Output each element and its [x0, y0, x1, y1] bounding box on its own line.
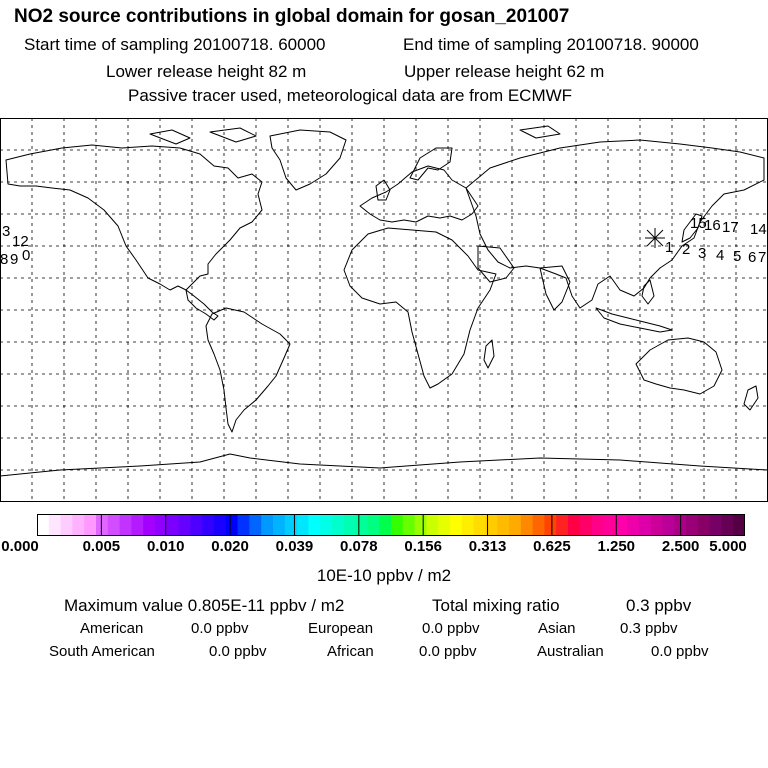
- color-scale-cell: [167, 514, 179, 536]
- trajectory-label: 6: [748, 249, 757, 266]
- trajectory-label: 8: [0, 251, 9, 268]
- australian-value: 0.0 ppbv: [651, 643, 709, 660]
- color-scale-cell: [214, 514, 226, 536]
- color-scale-unit: 10E-10 ppbv / m2: [316, 566, 452, 585]
- color-scale-tick-label: 0.005: [82, 538, 121, 555]
- color-scale-cell: [37, 514, 49, 536]
- world-map: [0, 118, 768, 502]
- color-scale-cell: [391, 514, 403, 536]
- trajectory-label: 15: [690, 215, 707, 232]
- page-title: NO2 source contributions in global domain for gosan_201007: [14, 6, 570, 27]
- color-scale-tick-label: 0.010: [146, 538, 185, 555]
- color-scale-cell: [120, 514, 132, 536]
- color-scale-cell: [273, 514, 285, 536]
- color-scale-cell: [190, 514, 202, 536]
- start-time-label: Start time of sampling 20100718. 60000: [24, 35, 326, 54]
- color-scale-cell: [462, 514, 474, 536]
- color-scale-cell: [592, 514, 604, 536]
- south-american-label: South American: [49, 643, 155, 660]
- trajectory-label: 3: [2, 223, 11, 240]
- american-label: American: [80, 620, 144, 637]
- color-scale-cell: [651, 514, 663, 536]
- trajectory-label: 0: [22, 247, 31, 264]
- trajectory-label: 2: [682, 241, 691, 258]
- color-scale-cell: [367, 514, 379, 536]
- color-scale-cell: [450, 514, 462, 536]
- color-scale-cell: [415, 514, 427, 536]
- color-scale-cell: [568, 514, 580, 536]
- maximum-value: Maximum value 0.805E-11 ppbv / m2: [64, 596, 345, 615]
- trajectory-label: 14: [750, 221, 767, 238]
- total-mixing-ratio-value: 0.3 ppbv: [626, 596, 692, 615]
- australian-label: Australian: [537, 643, 604, 660]
- color-scale-tick-label: 0.020: [211, 538, 249, 555]
- color-scale-cell: [238, 514, 250, 536]
- trajectory-label: 1: [665, 239, 674, 256]
- color-scale-cell: [285, 514, 297, 536]
- trajectory-label: 16: [704, 217, 721, 234]
- european-label: European: [308, 620, 374, 637]
- trajectory-label: 7: [758, 249, 767, 266]
- color-scale-cell: [509, 514, 521, 536]
- color-scale-cell: [426, 514, 438, 536]
- color-scale-cell: [261, 514, 273, 536]
- color-scale-cell: [61, 514, 73, 536]
- trajectory-label: 17: [722, 219, 739, 236]
- african-label: African: [327, 643, 374, 660]
- color-scale-cell: [379, 514, 391, 536]
- color-scale-cell: [108, 514, 120, 536]
- color-scale-tick-label: 5.000: [709, 538, 747, 555]
- total-mixing-ratio-label: Total mixing ratio: [432, 596, 560, 615]
- color-scale-cell: [686, 514, 698, 536]
- color-scale-cell: [131, 514, 143, 536]
- lower-release-label: Lower release height 82 m: [106, 62, 307, 81]
- color-scale-cell: [580, 514, 592, 536]
- color-scale-cell: [72, 514, 84, 536]
- end-time-label: End time of sampling 20100718. 90000: [403, 35, 699, 54]
- color-scale-cell: [84, 514, 96, 536]
- color-scale-cell: [710, 514, 722, 536]
- color-scale-tick-label: 0.313: [468, 538, 507, 555]
- upper-release-label: Upper release height 62 m: [404, 62, 605, 81]
- color-scale-cell: [202, 514, 214, 536]
- european-value: 0.0 ppbv: [422, 620, 480, 637]
- x-mark-icon: [645, 228, 665, 248]
- color-scale-cell: [544, 514, 556, 536]
- asian-label: Asian: [538, 620, 576, 637]
- trajectory-label: 9: [10, 251, 19, 268]
- color-scale-cell: [49, 514, 61, 536]
- color-scale-cell: [721, 514, 733, 536]
- trajectory-label: 12: [12, 233, 29, 250]
- color-scale-cell: [615, 514, 627, 536]
- color-scale-cell: [438, 514, 450, 536]
- color-scale-tick-label: 0.000: [1, 538, 39, 555]
- color-scale-cell: [521, 514, 533, 536]
- color-scale-cell: [179, 514, 191, 536]
- color-scale-cell: [662, 514, 674, 536]
- color-scale-tick-label: 1.250: [597, 538, 636, 555]
- color-scale-cell: [356, 514, 368, 536]
- african-value: 0.0 ppbv: [419, 643, 477, 660]
- color-scale-cell: [533, 514, 545, 536]
- trajectory-label: 5: [733, 248, 742, 265]
- color-scale-cell: [226, 514, 238, 536]
- color-scale-cell: [403, 514, 415, 536]
- color-scale-tick-label: 2.500: [661, 538, 700, 555]
- color-scale-tick-label: 0.078: [340, 538, 378, 555]
- color-scale-tick-label: 0.156: [404, 538, 442, 555]
- color-scale-cell: [497, 514, 509, 536]
- color-scale-cell: [639, 514, 651, 536]
- trajectory-label: 4: [716, 247, 725, 264]
- color-scale-tick-label: 0.625: [533, 538, 571, 555]
- color-scale-cell: [320, 514, 332, 536]
- color-scale-cell: [627, 514, 639, 536]
- asian-value: 0.3 ppbv: [620, 620, 678, 637]
- color-scale-cell: [143, 514, 155, 536]
- trajectory-label: 3: [698, 245, 707, 262]
- color-scale-tick-label: 0.039: [275, 538, 314, 555]
- color-scale-cell: [332, 514, 344, 536]
- color-scale-bar: [37, 514, 745, 536]
- color-scale-cell: [474, 514, 486, 536]
- south-american-value: 0.0 ppbv: [209, 643, 267, 660]
- american-value: 0.0 ppbv: [191, 620, 249, 637]
- color-scale-cell: [96, 514, 108, 536]
- color-scale-cell: [556, 514, 568, 536]
- color-scale-cell: [698, 514, 710, 536]
- color-scale-cell: [344, 514, 356, 536]
- color-scale-cell: [297, 514, 309, 536]
- color-scale-cell: [249, 514, 261, 536]
- color-scale-cell: [603, 514, 615, 536]
- tracer-note: Passive tracer used, meteorological data are from ECMWF: [128, 86, 573, 105]
- color-scale-cell: [733, 514, 745, 536]
- color-scale-cell: [308, 514, 320, 536]
